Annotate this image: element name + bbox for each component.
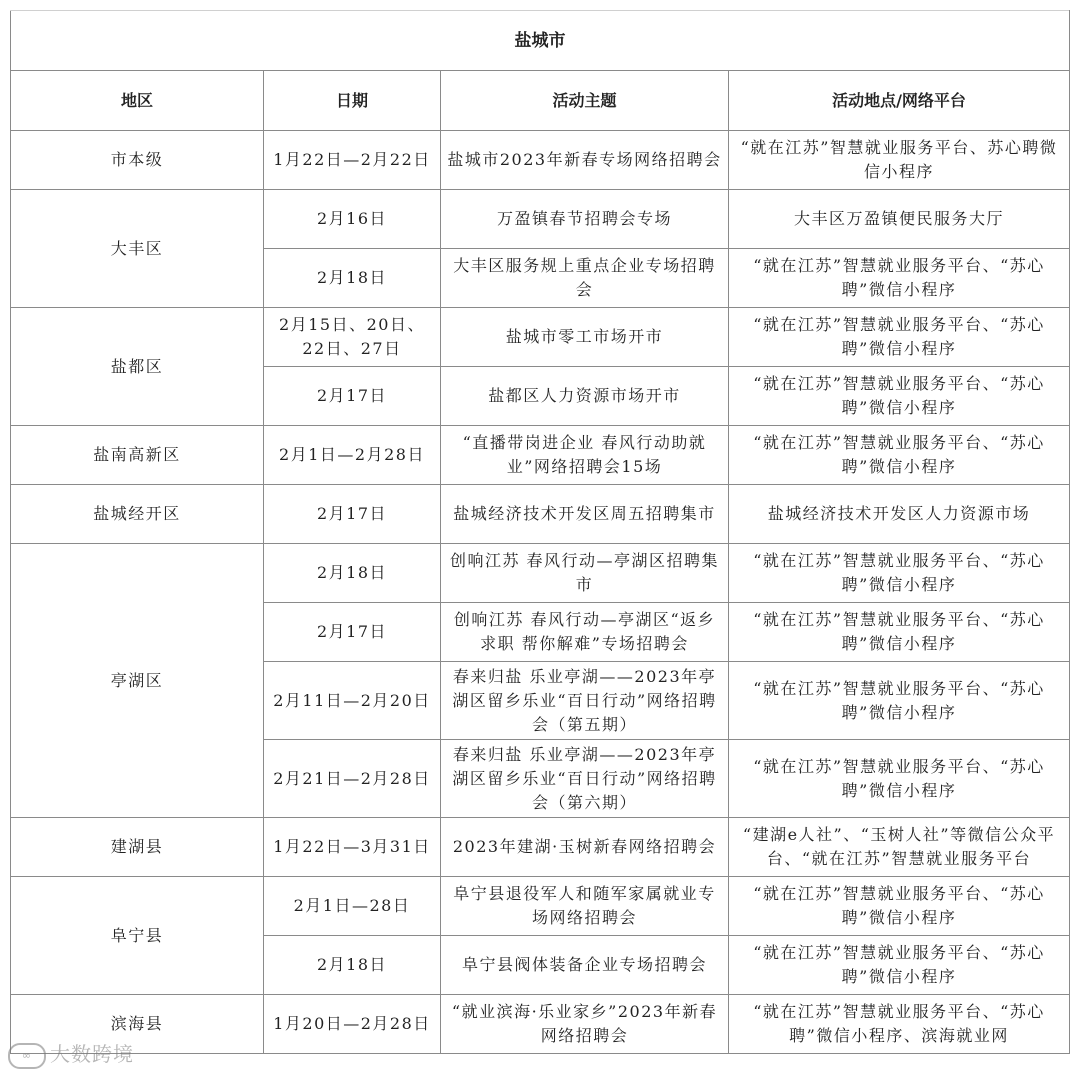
theme-cell: 万盈镇春节招聘会专场: [441, 190, 729, 249]
date-cell: 2月21日—2月28日: [264, 740, 441, 818]
theme-cell: 创响江苏 春风行动—亭湖区“返乡求职 帮你解难”专场招聘会: [441, 603, 729, 662]
table-title: 盐城市: [11, 11, 1070, 71]
place-cell: “就在江苏”智慧就业服务平台、“苏心聘”微信小程序: [729, 936, 1070, 995]
place-cell: “就在江苏”智慧就业服务平台、苏心聘微信小程序: [729, 131, 1070, 190]
date-cell: 2月17日: [264, 485, 441, 544]
place-cell: “就在江苏”智慧就业服务平台、“苏心聘”微信小程序: [729, 877, 1070, 936]
table-row: [11, 190, 1070, 249]
place-cell: 盐城经济技术开发区人力资源市场: [729, 485, 1070, 544]
date-cell: 2月1日—28日: [264, 877, 441, 936]
theme-cell: “直播带岗进企业 春风行动助就业”网络招聘会15场: [441, 426, 729, 485]
theme-cell: 盐都区人力资源市场开市: [441, 367, 729, 426]
place-cell: “就在江苏”智慧就业服务平台、“苏心聘”微信小程序: [729, 544, 1070, 603]
theme-cell: 春来归盐 乐业亭湖——2023年亭湖区留乡乐业“百日行动”网络招聘会（第六期）: [441, 740, 729, 818]
date-cell: 2月17日: [264, 367, 441, 426]
theme-cell: 阜宁县退役军人和随军家属就业专场网络招聘会: [441, 877, 729, 936]
region-cell: 盐城经开区: [11, 485, 264, 544]
place-cell: 大丰区万盈镇便民服务大厅: [729, 190, 1070, 249]
date-cell: 2月18日: [264, 249, 441, 308]
recruitment-table: [10, 10, 1070, 1054]
header-region: 地区: [11, 71, 264, 131]
region-cell: 盐南高新区: [11, 426, 264, 485]
theme-cell: 盐城经济技术开发区周五招聘集市: [441, 485, 729, 544]
date-cell: 2月11日—2月20日: [264, 662, 441, 740]
place-cell: “就在江苏”智慧就业服务平台、“苏心聘”微信小程序: [729, 308, 1070, 367]
region-cell: 亭湖区: [11, 544, 264, 818]
table-row: [11, 308, 1070, 367]
region-cell: 市本级: [11, 131, 264, 190]
date-cell: 1月22日—2月22日: [264, 131, 441, 190]
table-row: [11, 818, 1070, 877]
theme-cell: 盐城市零工市场开市: [441, 308, 729, 367]
region-cell: 滨海县: [11, 995, 264, 1054]
date-cell: 2月15日、20日、22日、27日: [264, 308, 441, 367]
place-cell: “就在江苏”智慧就业服务平台、“苏心聘”微信小程序: [729, 426, 1070, 485]
place-cell: “就在江苏”智慧就业服务平台、“苏心聘”微信小程序: [729, 662, 1070, 740]
table-row: [11, 544, 1070, 603]
date-cell: 2月1日—2月28日: [264, 426, 441, 485]
date-cell: 2月18日: [264, 936, 441, 995]
date-cell: 1月22日—3月31日: [264, 818, 441, 877]
place-cell: “就在江苏”智慧就业服务平台、“苏心聘”微信小程序: [729, 603, 1070, 662]
date-cell: 2月16日: [264, 190, 441, 249]
theme-cell: “就业滨海·乐业家乡”2023年新春网络招聘会: [441, 995, 729, 1054]
place-cell: “就在江苏”智慧就业服务平台、“苏心聘”微信小程序、滨海就业网: [729, 995, 1070, 1054]
table-row: [11, 426, 1070, 485]
date-cell: 2月17日: [264, 603, 441, 662]
region-cell: 建湖县: [11, 818, 264, 877]
region-cell: 大丰区: [11, 190, 264, 308]
table-row: [11, 995, 1070, 1054]
header-date: 日期: [264, 71, 441, 131]
place-cell: “就在江苏”智慧就业服务平台、“苏心聘”微信小程序: [729, 249, 1070, 308]
watermark-logo-icon: ∞: [8, 1043, 46, 1069]
theme-cell: 阜宁县阀体装备企业专场招聘会: [441, 936, 729, 995]
theme-cell: 春来归盐 乐业亭湖——2023年亭湖区留乡乐业“百日行动”网络招聘会（第五期）: [441, 662, 729, 740]
theme-cell: 大丰区服务规上重点企业专场招聘会: [441, 249, 729, 308]
table-row: [11, 485, 1070, 544]
place-cell: “就在江苏”智慧就业服务平台、“苏心聘”微信小程序: [729, 740, 1070, 818]
header-theme: 活动主题: [441, 71, 729, 131]
region-cell: 阜宁县: [11, 877, 264, 995]
place-cell: “就在江苏”智慧就业服务平台、“苏心聘”微信小程序: [729, 367, 1070, 426]
table-row: [11, 877, 1070, 936]
region-cell: 盐都区: [11, 308, 264, 426]
theme-cell: 盐城市2023年新春专场网络招聘会: [441, 131, 729, 190]
watermark-text: 大数跨境: [50, 1042, 134, 1066]
watermark: [8, 1038, 134, 1069]
date-cell: 2月18日: [264, 544, 441, 603]
theme-cell: 2023年建湖·玉树新春网络招聘会: [441, 818, 729, 877]
table-row: [11, 131, 1070, 190]
header-place: 活动地点/网络平台: [729, 71, 1070, 131]
place-cell: “建湖e人社”、“玉树人社”等微信公众平台、“就在江苏”智慧就业服务平台: [729, 818, 1070, 877]
date-cell: 1月20日—2月28日: [264, 995, 441, 1054]
theme-cell: 创响江苏 春风行动—亭湖区招聘集市: [441, 544, 729, 603]
